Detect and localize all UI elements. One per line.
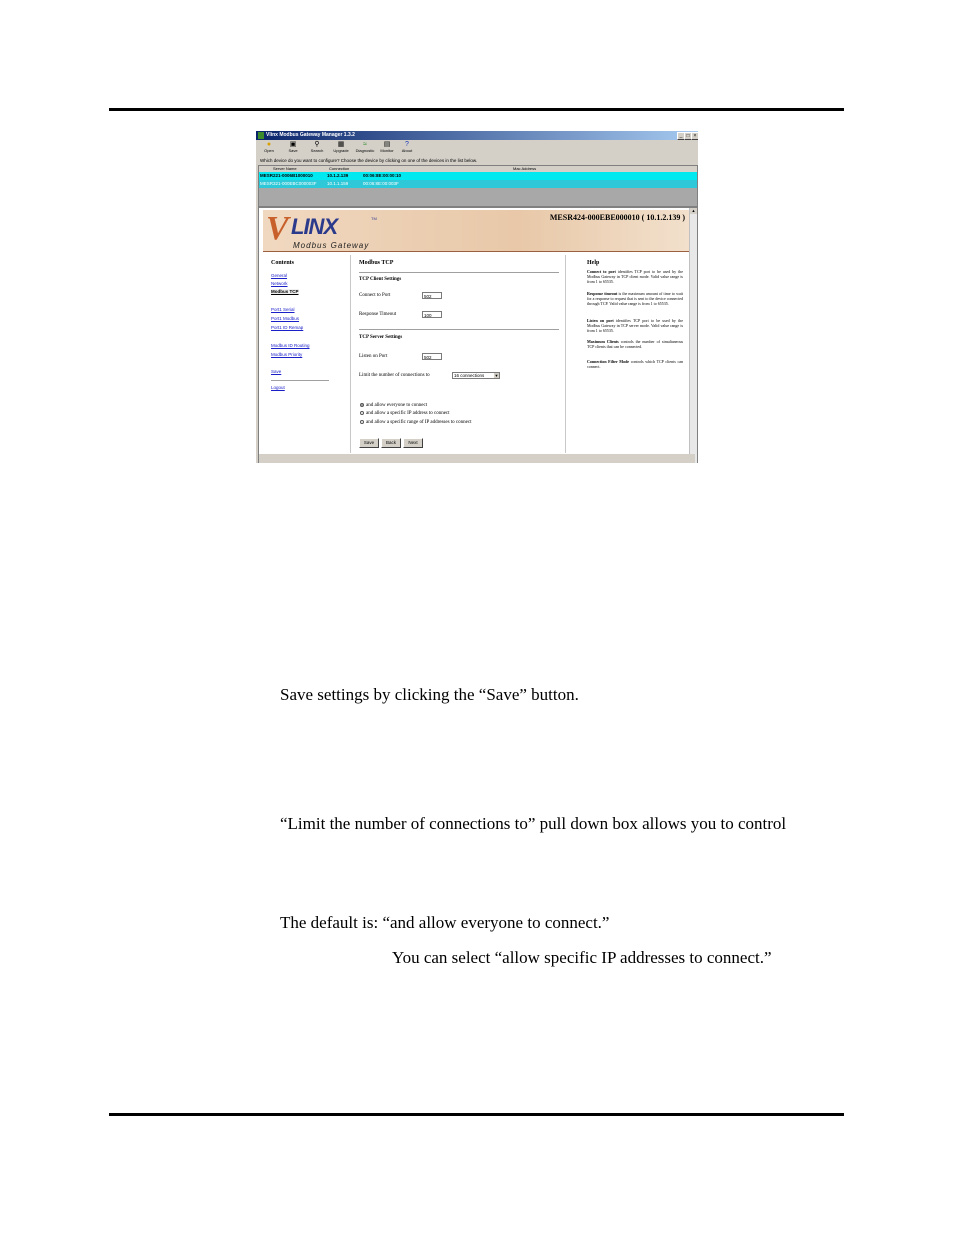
save-button[interactable]: Save: [359, 438, 379, 448]
scroll-up-icon[interactable]: ▲: [691, 208, 696, 213]
paragraph-limit: “Limit the number of connections to” pull down box allows you to control: [280, 814, 787, 833]
title-bar: [256, 131, 698, 140]
col-server-name[interactable]: Server Name: [273, 166, 297, 171]
help-text: identifies TCP port to be used by the Modbus Gateway in TCP server mode. Valid value range is from 1 to 65535.: [587, 318, 683, 333]
help-item: [587, 359, 683, 369]
radio-allow-specific-ip[interactable]: [360, 411, 450, 416]
top-rule: [109, 108, 844, 111]
diagnostic-icon: ≈: [363, 141, 367, 148]
col-connection[interactable]: Connection: [329, 166, 350, 171]
search-button[interactable]: [306, 141, 328, 157]
form-header: Modbus TCP: [359, 260, 394, 266]
response-timeout-label: Response Timeout: [359, 312, 397, 317]
monitor-button[interactable]: [376, 141, 398, 157]
monitor-icon: ▤: [383, 141, 391, 148]
open-button[interactable]: [258, 141, 280, 157]
save-tool-button[interactable]: [282, 141, 304, 157]
upgrade-label: Upgrade: [333, 148, 349, 153]
radio-label: and allow a specific IP address to connect: [366, 411, 450, 417]
maximize-button[interactable]: □: [684, 132, 692, 140]
tcp-server-header: TCP Server Settings: [359, 335, 403, 340]
device-list-empty-area: [259, 188, 697, 206]
help-header: Help: [587, 260, 600, 266]
help-text: is the maximum amount of time to wait for a response to request that is sent to the device connected through TCP. Valid value range is from 1 to 65535.: [587, 291, 683, 306]
nav-save[interactable]: Save: [271, 369, 282, 374]
cell-server-name: MESR321-000EBC000003F: [260, 181, 317, 186]
form-column: [351, 255, 566, 453]
app-screenshot: [256, 131, 698, 463]
help-item: [587, 269, 683, 284]
nav-divider: [271, 380, 329, 381]
upgrade-icon: ▦: [337, 141, 345, 148]
radio-label: and allow everyone to connect: [366, 403, 428, 409]
cell-connection: 10.1.2.139: [327, 173, 349, 178]
help-text: controls the number of simultaneous TCP clients that can be connected.: [587, 339, 684, 349]
device-title: MESR424-000EBE000010 ( 10.1.2.139 ): [549, 213, 685, 222]
nav-modbus-tcp[interactable]: Modbus TCP: [271, 289, 299, 294]
search-icon: ⚲: [314, 141, 320, 148]
save-label: Save: [288, 148, 298, 153]
cell-mac: 00:06:8E:00:00:10: [363, 173, 402, 178]
nav-modbus-id-routing[interactable]: Modbus ID Routing: [271, 343, 310, 348]
nav-logout[interactable]: Logout: [271, 385, 285, 390]
form-divider: [359, 272, 559, 273]
radio-unselected-icon: [360, 411, 364, 415]
browser-pane: [258, 207, 698, 463]
paragraph-save: Save settings by clicking the “Save” button.: [280, 685, 579, 704]
scrollbar[interactable]: [689, 208, 697, 463]
help-term: Connection Filter Mode: [587, 359, 630, 364]
limit-connections-select[interactable]: [452, 372, 500, 379]
back-button[interactable]: Back: [381, 438, 401, 448]
cell-mac: 00:06:8E:00:003F: [363, 181, 399, 186]
help-text: identifies TCP port to be used by the Modbus Gateway in TCP client mode. Valid value range is from 1 to 65535.: [587, 269, 683, 284]
help-item: [587, 339, 683, 349]
nav-column: [263, 255, 351, 453]
listen-port-input[interactable]: 502: [422, 353, 442, 360]
device-row[interactable]: [259, 172, 697, 180]
radio-unselected-icon: [360, 420, 364, 424]
radio-selected-icon: [360, 403, 364, 407]
next-button[interactable]: Next: [403, 438, 423, 448]
limit-connections-label: Limit the number of connections to: [359, 373, 430, 378]
device-table: [258, 165, 698, 207]
about-button[interactable]: [396, 141, 418, 157]
device-prompt: Which device do you want to configure? Choose the device by clicking on one of the devices in the list below.: [260, 158, 478, 163]
logo-trademark: TM: [371, 216, 377, 221]
listen-port-label: Listen on Port: [359, 354, 388, 359]
cell-connection: 10.1.1.159: [327, 181, 349, 186]
tcp-client-header: TCP Client Settings: [359, 277, 402, 282]
nav-general[interactable]: General: [271, 273, 288, 278]
logo-v: V: [266, 210, 289, 247]
nav-modbus-priority[interactable]: Modbus Priority: [271, 352, 303, 357]
search-label: Search: [310, 148, 324, 153]
response-timeout-input[interactable]: 100: [422, 311, 442, 318]
chevron-down-icon: ▼: [494, 373, 499, 378]
nav-port1-modbus[interactable]: Port1 Modbus: [271, 316, 300, 321]
col-mac-address[interactable]: Mac Address: [513, 166, 537, 171]
nav-port1-serial[interactable]: Port1 Serial: [271, 307, 295, 312]
help-term: Connect to port: [587, 269, 616, 274]
help-item: [587, 318, 683, 333]
minimize-button[interactable]: _: [677, 132, 685, 140]
radio-label: and allow a specific range of IP addresses to connect: [366, 420, 472, 426]
close-button[interactable]: ×: [691, 132, 698, 140]
bottom-rule: [109, 1113, 844, 1116]
logo-linx: LINX: [291, 214, 338, 239]
disk-icon: ▣: [289, 141, 297, 148]
diagnostic-label: Diagnostic: [355, 148, 375, 153]
monitor-label: Monitor: [380, 148, 394, 153]
app-icon: [258, 132, 264, 139]
radio-allow-ip-range[interactable]: [360, 420, 471, 425]
help-term: Maximum Clients: [587, 339, 619, 344]
connect-port-label: Connect to Port: [359, 293, 391, 298]
limit-connections-value: 16 connections: [454, 373, 485, 378]
form-divider: [359, 329, 559, 330]
help-term: Response timeout: [587, 291, 618, 296]
folder-icon: ●: [266, 141, 272, 148]
connect-port-input[interactable]: 502: [422, 292, 442, 299]
status-bar: [259, 454, 695, 463]
logo-subtitle: Modbus Gateway: [293, 241, 370, 250]
radio-allow-everyone[interactable]: [360, 403, 427, 408]
nav-header: Contents: [271, 260, 295, 266]
help-column: [566, 255, 691, 453]
cell-server-name: MESR221-0006B1000010: [260, 173, 313, 178]
banner: [263, 210, 689, 252]
nav-port1-id-remap[interactable]: Port1 ID Remap: [271, 325, 304, 330]
help-term: Listen on port: [587, 318, 614, 323]
open-label: Open: [264, 148, 274, 153]
window-title: Vlinx Modbus Gateway Manager 1.3.2: [266, 132, 355, 138]
help-item: [587, 291, 683, 306]
diagnostic-button[interactable]: [354, 141, 376, 157]
help-text: controls which TCP clients can connect.: [587, 359, 684, 369]
about-label: About: [401, 148, 413, 153]
help-icon: ?: [405, 141, 409, 148]
paragraph-specific: You can select “allow specific IP addresses to connect.”: [392, 948, 772, 967]
paragraph-default: The default is: “and allow everyone to connect.”: [280, 913, 610, 932]
upgrade-button[interactable]: [330, 141, 352, 157]
toolbar: [256, 140, 698, 157]
device-row[interactable]: [259, 180, 697, 188]
nav-network[interactable]: Network: [271, 281, 288, 286]
